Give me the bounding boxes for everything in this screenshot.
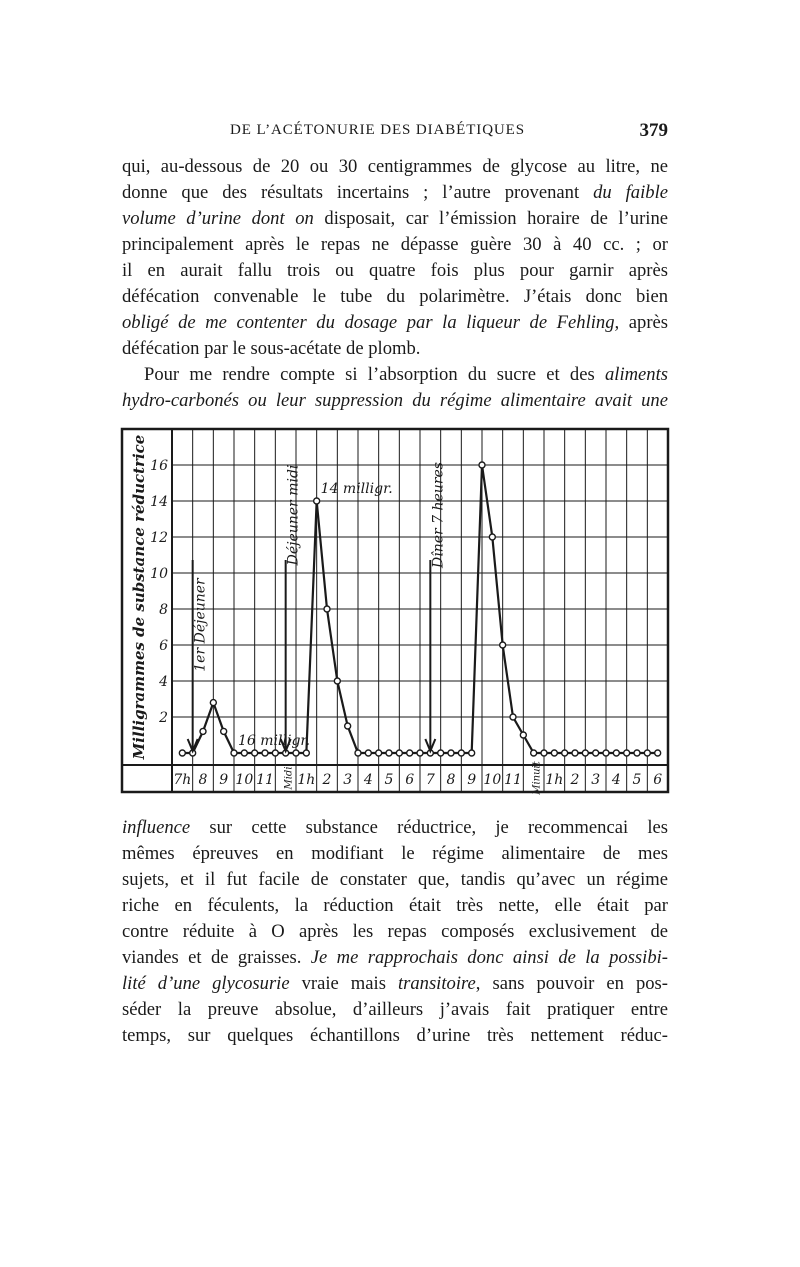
data-point bbox=[272, 750, 278, 756]
text-line: principalement après le repas ne dépasse guère 30 à 40 cc. ; or bbox=[122, 234, 668, 255]
meal-label: 1er Déjeuner bbox=[192, 578, 209, 672]
data-point bbox=[345, 723, 351, 729]
data-point bbox=[376, 750, 382, 756]
data-point bbox=[386, 750, 392, 756]
text-line: il en aurait fallu trois ou quatre fois plus pour garnir après bbox=[122, 260, 668, 281]
x-tick-label: 2 bbox=[322, 772, 332, 788]
data-point bbox=[655, 750, 661, 756]
x-tick-label: 6 bbox=[405, 772, 415, 788]
data-point bbox=[417, 750, 423, 756]
chart-frame bbox=[122, 429, 668, 792]
x-tick-label: 3 bbox=[591, 772, 601, 788]
x-tick-label: 4 bbox=[363, 772, 373, 788]
data-point bbox=[407, 750, 413, 756]
text-line: qui, au-dessous de 20 ou 30 centigrammes de glycose au litre, ne bbox=[122, 156, 668, 177]
peak-label: 14 milligr. bbox=[320, 481, 393, 497]
x-tick-label: 9 bbox=[467, 772, 477, 788]
data-point bbox=[624, 750, 630, 756]
x-tick-label: 11 bbox=[256, 772, 274, 788]
data-point bbox=[365, 750, 371, 756]
x-tick-label: 7 bbox=[425, 772, 435, 788]
x-tick-label: 8 bbox=[446, 772, 456, 788]
data-point bbox=[562, 750, 568, 756]
page-header bbox=[120, 120, 668, 144]
y-tick-label: 14 bbox=[150, 494, 168, 510]
data-point bbox=[531, 750, 537, 756]
data-point bbox=[355, 750, 361, 756]
y-axis-title: Milligrammes de substance réductrice bbox=[130, 434, 148, 760]
meal-label: Dîner 7 heures bbox=[430, 462, 447, 568]
x-tick-label: 4 bbox=[611, 772, 621, 788]
data-point bbox=[489, 534, 495, 540]
data-point bbox=[314, 498, 320, 504]
text-line: viandes et de graisses. Je me rapprochais donc ainsi de la possibi- bbox=[122, 947, 668, 968]
paragraph-1 bbox=[122, 154, 668, 362]
data-point bbox=[469, 750, 475, 756]
page-number: 379 bbox=[639, 120, 668, 141]
data-point bbox=[190, 750, 196, 756]
text-line: Pour me rendre compte si l’absorption du sucre et des aliments bbox=[144, 364, 668, 385]
data-point bbox=[252, 750, 258, 756]
y-tick-label: 16 bbox=[150, 458, 168, 474]
text-line: volume d’urine dont on disposait, car l’émission horaire de l’urine bbox=[122, 208, 668, 229]
y-tick-label: 12 bbox=[150, 530, 168, 546]
data-point bbox=[179, 750, 185, 756]
paragraph-2 bbox=[122, 362, 668, 414]
data-point bbox=[283, 750, 289, 756]
data-point bbox=[479, 462, 485, 468]
text-line: lité d’une glycosurie vraie mais transitoire, sans pouvoir en pos- bbox=[122, 973, 668, 994]
text-line: riche en féculents, la réduction était très nette, elle était par bbox=[122, 895, 668, 916]
x-tick-label: Minuit bbox=[531, 761, 543, 795]
text-line: donne que des résultats incertains ; l’autre provenant du faible bbox=[122, 182, 668, 203]
text-line: défécation par le sous-acétate de plomb. bbox=[122, 338, 421, 359]
meal-arrow-head bbox=[425, 739, 435, 751]
text-line: défécation convenable le tube du polarimètre. J’étais donc bien bbox=[122, 286, 668, 307]
data-point bbox=[613, 750, 619, 756]
x-tick-label: 11 bbox=[504, 772, 522, 788]
meal-arrow-head bbox=[281, 739, 291, 751]
y-tick-label: 4 bbox=[159, 674, 168, 690]
data-point bbox=[458, 750, 464, 756]
text-line: hydro-carbonés ou leur suppression du régime alimentaire avait une bbox=[122, 390, 668, 411]
text-line: mêmes épreuves en modifiant le régime alimentaire de mes bbox=[122, 843, 668, 864]
x-tick-label: 1h bbox=[297, 772, 316, 788]
running-head: DE L’ACÉTONURIE DES DIABÉTIQUES bbox=[230, 122, 525, 138]
meal-arrow-head bbox=[188, 739, 198, 751]
x-tick-label: 6 bbox=[653, 772, 663, 788]
data-point bbox=[293, 750, 299, 756]
data-point bbox=[303, 750, 309, 756]
data-point bbox=[324, 606, 330, 612]
data-point bbox=[551, 750, 557, 756]
text-line: obligé de me contenter du dosage par la liqueur de Fehling, après bbox=[122, 312, 668, 333]
data-point bbox=[500, 642, 506, 648]
data-point bbox=[396, 750, 402, 756]
text-line: influence sur cette substance réductrice, je recommencai les bbox=[122, 817, 668, 838]
data-point bbox=[593, 750, 599, 756]
x-tick-label: 7h bbox=[173, 772, 192, 788]
data-point bbox=[262, 750, 268, 756]
x-tick-label: 2 bbox=[570, 772, 580, 788]
text-line: sujets, et il fut facile de constater que, tandis qu’avec un régime bbox=[122, 869, 668, 890]
data-point bbox=[334, 678, 340, 684]
data-point bbox=[644, 750, 650, 756]
data-point bbox=[231, 750, 237, 756]
text-line: temps, sur quelques échantillons d’urine très nettement réduc- bbox=[122, 1025, 668, 1046]
y-tick-label: 6 bbox=[159, 638, 168, 654]
data-point bbox=[603, 750, 609, 756]
data-point bbox=[200, 728, 206, 734]
x-tick-label: 1h bbox=[545, 772, 564, 788]
peak-label: 16 milligr. bbox=[238, 733, 311, 749]
x-tick-label: 10 bbox=[235, 772, 254, 788]
x-tick-label: 3 bbox=[343, 772, 353, 788]
x-tick-label: 8 bbox=[198, 772, 208, 788]
text-line: séder la preuve absolue, d’ailleurs j’avais fait pratiquer entre bbox=[122, 999, 668, 1020]
text-line: contre réduite à O après les repas composés exclusivement de bbox=[122, 921, 668, 942]
data-point bbox=[582, 750, 588, 756]
y-tick-label: 8 bbox=[159, 602, 168, 618]
data-point bbox=[572, 750, 578, 756]
x-tick-label: 9 bbox=[219, 772, 229, 788]
x-tick-label: 5 bbox=[632, 772, 642, 788]
y-tick-label: 2 bbox=[159, 710, 168, 726]
y-tick-label: 10 bbox=[150, 566, 168, 582]
data-point bbox=[427, 750, 433, 756]
x-tick-label: Midi bbox=[283, 766, 295, 790]
meal-label: Déjeuner midi bbox=[285, 464, 302, 566]
data-point bbox=[520, 732, 526, 738]
data-point bbox=[634, 750, 640, 756]
series-line bbox=[182, 465, 657, 753]
data-point bbox=[541, 750, 547, 756]
x-tick-label: 10 bbox=[483, 772, 502, 788]
data-point bbox=[448, 750, 454, 756]
data-point bbox=[510, 714, 516, 720]
data-point bbox=[438, 750, 444, 756]
data-point bbox=[241, 750, 247, 756]
paragraph-3 bbox=[122, 815, 668, 1049]
data-point bbox=[210, 700, 216, 706]
data-point bbox=[221, 728, 227, 734]
x-tick-label: 5 bbox=[384, 772, 394, 788]
